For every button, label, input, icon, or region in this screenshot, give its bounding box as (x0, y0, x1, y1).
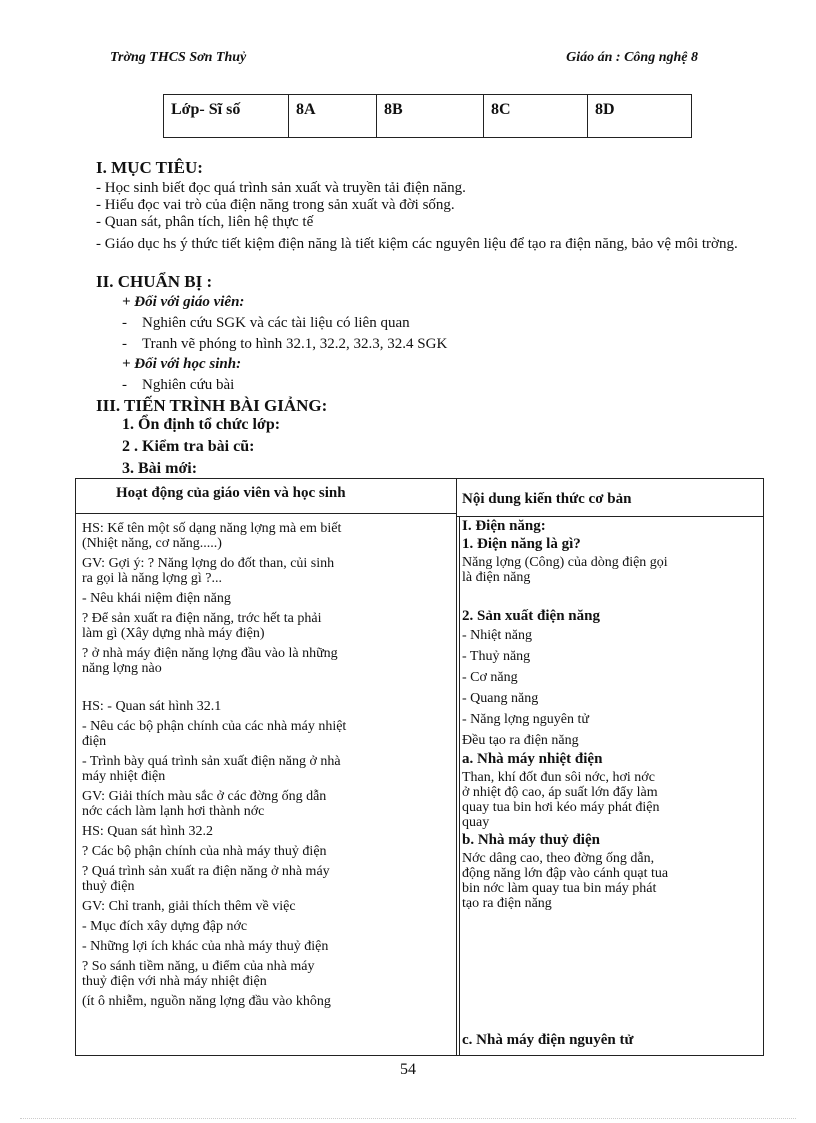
class-8a: 8A (289, 95, 377, 138)
class-8b: 8B (377, 95, 484, 138)
section3-title: III. TIẾN TRÌNH BÀI GIẢNG: (96, 396, 328, 415)
activity-line: nớc cách làm lạnh hơi thành nớc (82, 804, 265, 819)
activity-line: - Những lợi ích khác của nhà máy thuỷ điện (82, 939, 329, 954)
activity-line: GV: Chỉ tranh, giải thích thêm về việc (82, 899, 296, 914)
activities-column (82, 521, 450, 1009)
objective-4: - Giáo dục hs ý thức tiết kiệm điện năng là tiết kiệm các nguyên liệu để tạo ra điện năng, bảo vệ môi trờng. (96, 236, 738, 252)
page-number: 54 (400, 1061, 416, 1078)
activity-line: (Nhiệt năng, cơ năng.....) (82, 536, 222, 551)
activity-line: GV: Gợi ý: ? Năng lợng do đốt than, củi sinh (82, 556, 335, 571)
student-label: + Đối với học sinh: (122, 356, 242, 372)
activity-line: HS: Kể tên một số dạng năng lợng mà em biết (82, 521, 342, 536)
table-divider-inner (459, 516, 460, 1055)
activity-line: ? Quá trình sản xuất ra điện năng ở nhà máy (82, 864, 330, 879)
page-bottom-rule (20, 1118, 796, 1119)
activity-line (82, 676, 450, 691)
activity-line: - Nêu các bộ phận chính của các nhà máy nhiệt (82, 719, 347, 734)
content-line: 1. Điện năng là gì? (462, 536, 581, 552)
head-right: Nội dung kiến thức cơ bản (462, 491, 632, 507)
content-line: b. Nhà máy thuỷ điện (462, 832, 600, 848)
content-line: động năng lớn đập vào cánh quạt tua (462, 866, 669, 881)
activity-line: máy nhiệt điện (82, 769, 166, 784)
section2-title: II. CHUẨN BỊ : (96, 272, 213, 291)
content-line: bin nớc làm quay tua bin máy phát (462, 881, 657, 896)
header-school: Trờng THCS Sơn Thuỷ (110, 50, 247, 65)
step-1: 1. Ổn định tổ chức lớp: (122, 416, 281, 433)
content-line: quay (462, 815, 490, 830)
content-line-last: c. Nhà máy điện nguyên tử (462, 1032, 634, 1048)
step-2: 2 . Kiểm tra bài cũ: (122, 438, 255, 455)
activity-line: ra gọi là năng lợng gì ?... (82, 571, 222, 586)
teacher-label: + Đối với giáo viên: (122, 294, 245, 310)
activity-line: ? So sánh tiềm năng, u điểm của nhà máy (82, 959, 315, 974)
objective-2: - Hiểu đọc vai trò của điện năng trong sản xuất và đời sống. (96, 197, 455, 213)
objective-1: - Học sinh biết đọc quá trình sản xuất và truyền tải điện năng. (96, 180, 466, 196)
activity-line: điện (82, 734, 107, 749)
objective-3: - Quan sát, phân tích, liên hệ thực tế (96, 214, 314, 230)
activity-line: GV: Giải thích màu sắc ở các đờng ống dẫn (82, 789, 327, 804)
content-column (462, 519, 758, 911)
content-line: là điện năng (462, 570, 531, 585)
table-divider (456, 479, 457, 1055)
activity-line: ? ở nhà máy điện năng lợng đầu vào là những (82, 646, 338, 661)
head-left: Hoạt động của giáo viên và học sinh (116, 485, 346, 501)
content-line: Đều tạo ra điện năng (462, 733, 579, 748)
lesson-table (75, 478, 764, 1056)
content-line: quay tua bin hơi kéo máy phát điện (462, 800, 660, 815)
class-table (163, 94, 692, 138)
class-label: Lớp- Sĩ số (164, 95, 289, 138)
content-line: Than, khí đốt đun sôi nớc, hơi nớc (462, 770, 655, 785)
content-line: - Nhiệt năng (462, 628, 532, 643)
activity-line: ? Để sản xuất ra điện năng, trớc hết ta phải (82, 611, 322, 626)
header-rule-left (76, 513, 456, 514)
activity-line: ? Các bộ phận chính của nhà máy thuỷ điện (82, 844, 327, 859)
content-line: ở nhiệt độ cao, áp suất lớn đẩy làm (462, 785, 658, 800)
content-line: I. Điện năng: (462, 518, 546, 534)
activity-line: năng lợng nào (82, 661, 162, 676)
activity-line: HS: - Quan sát hình 32.1 (82, 699, 222, 714)
step-3: 3. Bài mới: (122, 460, 198, 477)
activity-line: thuỷ điện (82, 879, 135, 894)
header-rule-right (456, 516, 763, 517)
section1-title: I. MỤC TIÊU: (96, 158, 203, 177)
activity-line: - Trình bày quá trình sản xuất điện năng ở nhà (82, 754, 341, 769)
activity-line: HS: Quan sát hình 32.2 (82, 824, 214, 839)
content-line: Năng lợng (Công) của dòng điện gọi (462, 555, 668, 570)
teacher-item-2: - Tranh vẽ phóng to hình 32.1, 32.2, 32.3, 32.4 SGK (122, 336, 448, 352)
header-subject: Giáo án : Công nghệ 8 (566, 50, 698, 65)
content-line: - Năng lợng nguyên tử (462, 712, 589, 727)
content-line: 2. Sản xuất điện năng (462, 608, 600, 624)
content-line: tạo ra điện năng (462, 896, 552, 911)
activity-line: - Nêu khái niệm điện năng (82, 591, 231, 606)
teacher-item-1: - Nghiên cứu SGK và các tài liệu có liên quan (122, 315, 410, 331)
student-item-1: - Nghiên cứu bài (122, 377, 235, 393)
content-line: - Quang năng (462, 691, 539, 706)
content-line: - Thuỷ năng (462, 649, 531, 664)
class-8c: 8C (484, 95, 588, 138)
activity-line: làm gì (Xây dựng nhà máy điện) (82, 626, 265, 641)
activity-line: (ít ô nhiễm, nguồn năng lợng đầu vào không (82, 994, 331, 1009)
class-8d: 8D (588, 95, 692, 138)
content-line: a. Nhà máy nhiệt điện (462, 751, 603, 767)
activity-line: thuỷ điện với nhà máy nhiệt điện (82, 974, 267, 989)
content-line: Nớc dâng cao, theo đờng ống dẫn, (462, 851, 655, 866)
activity-line: - Mục đích xây dựng đập nớc (82, 919, 248, 934)
content-line: - Cơ năng (462, 670, 518, 685)
